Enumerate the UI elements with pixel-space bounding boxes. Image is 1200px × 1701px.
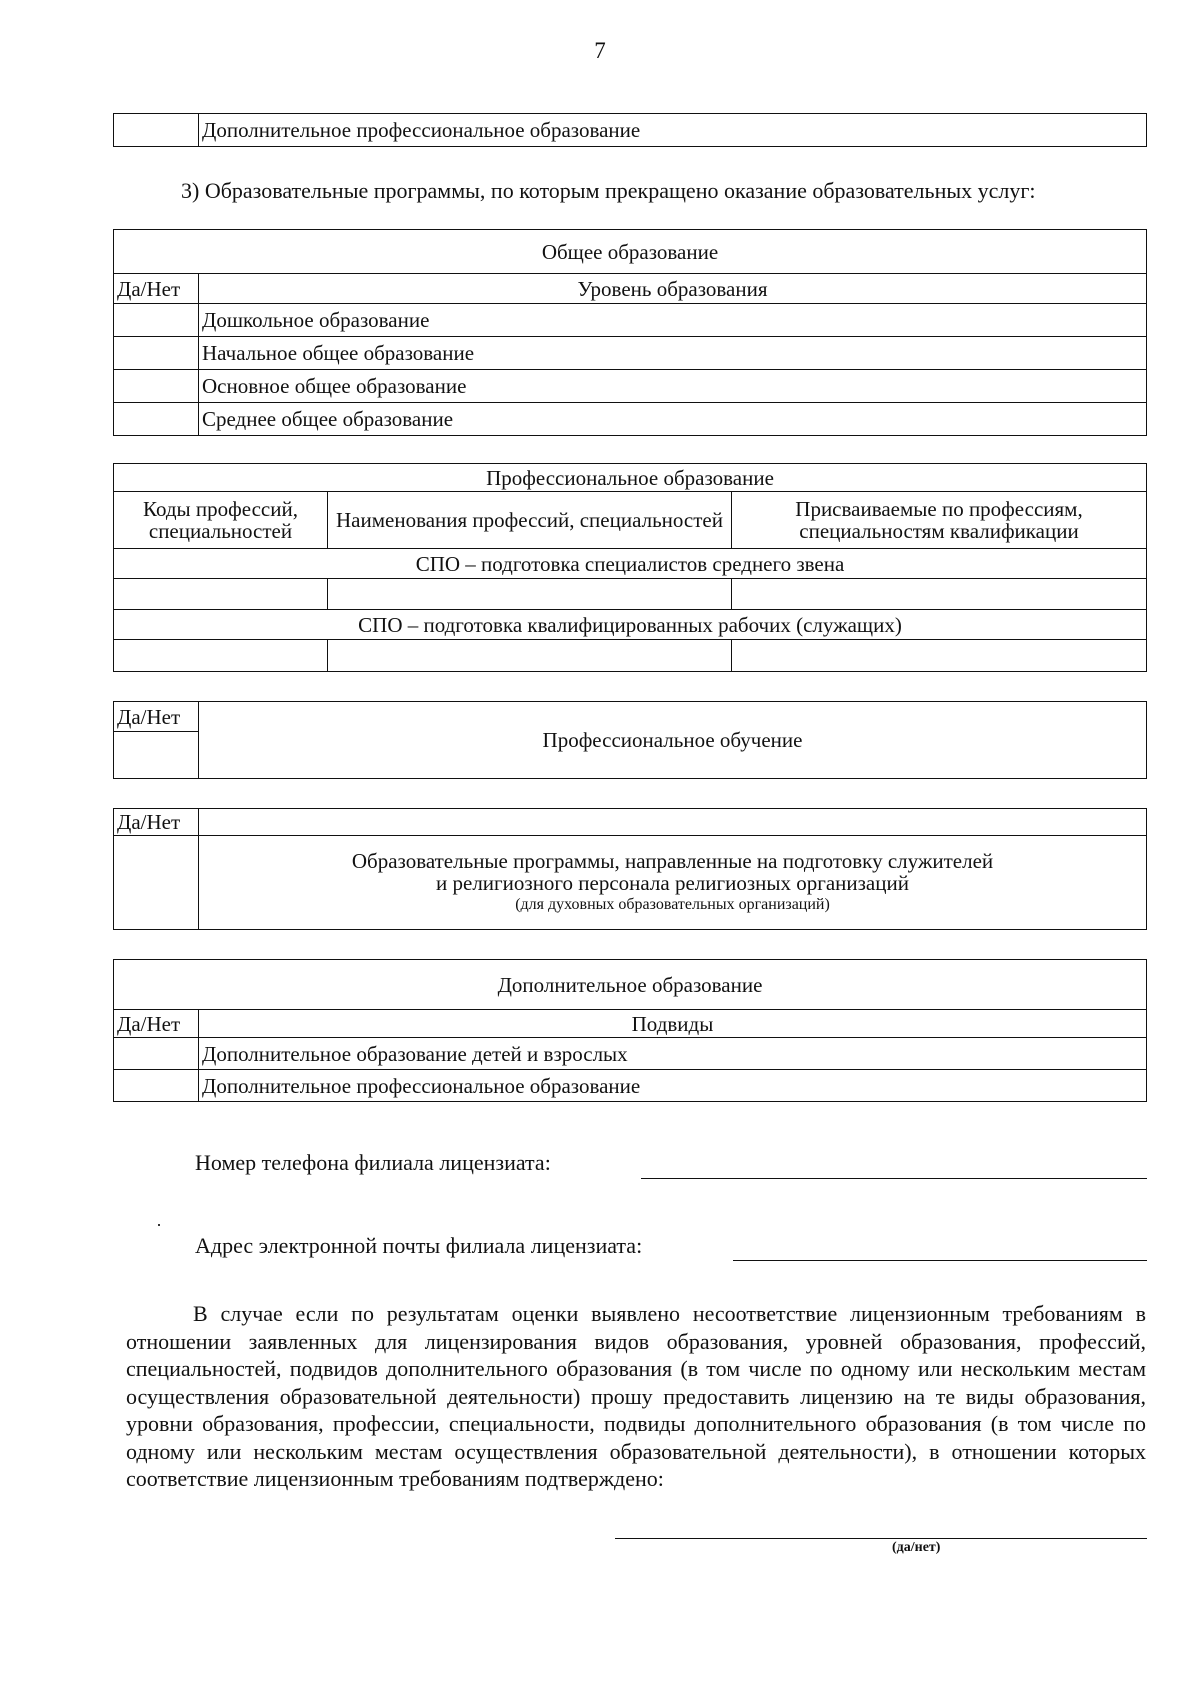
column-header-yes-no: Да/Нет [114, 809, 199, 836]
religious-programs-title: Образовательные программы, направленные на подготовку служителей и религиозного персонала религиозных организаций (для духовных образовательных организаций) [199, 836, 1147, 930]
table-title: Профессиональное обучение [199, 702, 1147, 779]
table-title: Профессиональное образование [114, 464, 1147, 492]
spo-workers-row: СПО – подготовка квалифицированных рабочих (служащих) [114, 610, 1147, 640]
yes-no-cell[interactable] [114, 114, 199, 147]
table-row [114, 337, 1147, 370]
yes-no-cell[interactable] [114, 836, 199, 930]
vocational-training-table [113, 701, 1147, 779]
top-table [113, 113, 1147, 147]
row-label: Начальное общее образование [199, 337, 1147, 370]
column-header-level: Уровень образования [199, 274, 1147, 304]
table-row [114, 1070, 1147, 1102]
yes-no-cell[interactable] [114, 304, 199, 337]
phone-field[interactable] [641, 1178, 1147, 1179]
yes-no-cell[interactable] [114, 403, 199, 436]
table-row [114, 1038, 1147, 1070]
professional-education-table [113, 463, 1147, 672]
email-field[interactable] [733, 1260, 1147, 1261]
row-label: Дополнительное профессиональное образование [199, 114, 1147, 147]
codes-cell[interactable] [114, 579, 328, 610]
codes-cell[interactable] [114, 640, 328, 672]
religious-programs-table [113, 808, 1147, 930]
table-row [114, 304, 1147, 337]
names-cell[interactable] [328, 579, 732, 610]
column-header-qualifications: Присваиваемые по профессиям, специальностям квалификации [732, 492, 1147, 549]
names-cell[interactable] [328, 640, 732, 672]
row-label: Дополнительное профессиональное образование [199, 1070, 1147, 1102]
column-header-yes-no: Да/Нет [114, 1010, 199, 1038]
answer-field[interactable] [615, 1538, 1147, 1539]
column-header-yes-no: Да/Нет [114, 274, 199, 304]
yes-no-cell[interactable] [114, 1038, 199, 1070]
column-header-subtypes: Подвиды [199, 1010, 1147, 1038]
qualifications-cell[interactable] [732, 579, 1147, 610]
row-label: Дошкольное образование [199, 304, 1147, 337]
yes-no-cell[interactable] [114, 1070, 199, 1102]
request-paragraph: В случае если по результатам оценки выявлено несоответствие лицензионным требованиям в отношении заявленных для лицензирования видов образования, уровней образования, профессий, специальностей, подвидов дополнительного образования (в том числе по одному или нескольким местам осуществления образовательной деятельности) прошу предоставить лицензию на те виды образования, уровни образования, профессии, специальности, подвиды дополнительного образования (в том числе по одному или нескольким местам осуществления образовательной деятельности), в отношении которых соответствие лицензионным требованиям подтверждено: [126, 1301, 1146, 1491]
section-intro: 3) Образовательные программы, по которым прекращено оказание образовательных услуг: [181, 178, 1036, 203]
answer-caption: (да/нет) [892, 1540, 941, 1555]
yes-no-cell[interactable] [114, 732, 199, 779]
row-label: Основное общее образование [199, 370, 1147, 403]
column-header-codes: Коды профессий, специальностей [114, 492, 328, 549]
yes-no-cell[interactable] [114, 370, 199, 403]
page-number: 7 [594, 38, 606, 63]
phone-label: Номер телефона филиала лицензиата: [195, 1150, 551, 1175]
stray-dot [158, 1224, 160, 1226]
religious-note: (для духовных образовательных организаций) [515, 895, 830, 913]
table-row [114, 370, 1147, 403]
additional-education-table [113, 959, 1147, 1102]
table-title: Дополнительное образование [114, 960, 1147, 1010]
row-label: Дополнительное образование детей и взрослых [199, 1038, 1147, 1070]
row-label: Среднее общее образование [199, 403, 1147, 436]
table-title: Общее образование [114, 230, 1147, 274]
email-label: Адрес электронной почты филиала лицензиата: [195, 1233, 643, 1258]
table-row [114, 403, 1147, 436]
column-header-yes-no: Да/Нет [114, 702, 199, 732]
column-header-names: Наименования профессий, специальностей [328, 492, 732, 549]
spo-mid-level-row: СПО – подготовка специалистов среднего звена [114, 549, 1147, 579]
yes-no-cell[interactable] [114, 337, 199, 370]
general-education-table [113, 229, 1147, 436]
qualifications-cell[interactable] [732, 640, 1147, 672]
